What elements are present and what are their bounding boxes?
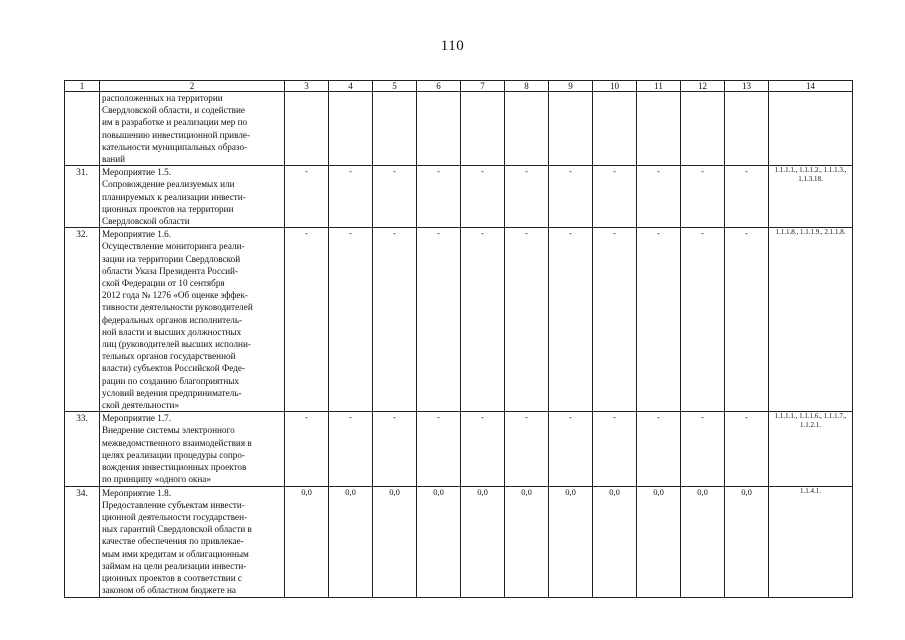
column-header: 6 [417, 81, 461, 92]
funding-value-cell [461, 92, 505, 166]
description-line: Осуществление мониторинга реали- [102, 241, 245, 252]
description-line: ной власти и высших должностных [102, 326, 242, 337]
table-row [65, 92, 853, 166]
description-line: ваний [102, 154, 126, 165]
table-row [65, 166, 853, 228]
row-number-cell: 32. [65, 228, 100, 412]
funding-value-cell: 0,0 [681, 486, 725, 597]
funding-value-cell: - [417, 412, 461, 486]
description-line: лиц (руководителей высших исполни- [102, 339, 251, 350]
description-line: ционных проектов в соответствии с [102, 572, 243, 583]
funding-value-cell: - [329, 412, 373, 486]
activity-description-cell [100, 166, 285, 228]
funding-value-cell: 0,0 [373, 486, 417, 597]
funding-value-cell: - [461, 166, 505, 228]
funding-value-cell: - [549, 228, 593, 412]
funding-value-cell [373, 92, 417, 166]
funding-value-cell: - [681, 228, 725, 412]
funding-value-cell: - [637, 228, 681, 412]
description-line: законом об областном бюджете на [102, 585, 236, 596]
description-line: ской Федерации от 10 сентября [102, 278, 225, 289]
column-header: 5 [373, 81, 417, 92]
funding-value-cell: - [373, 412, 417, 486]
target-indicator-ref-cell: 1.1.1.1., 1.1.1.6., 1.1.1.7., 1.1.2.1. [769, 412, 853, 486]
description-line: Мероприятие 1.6. [102, 229, 172, 240]
funding-value-cell [329, 92, 373, 166]
column-header: 11 [637, 81, 681, 92]
funding-value-cell: 0,0 [725, 486, 769, 597]
description-line: ционных проектов на территории [102, 203, 234, 214]
description-line: мым ими кредитам и облигационным [102, 548, 249, 559]
funding-value-cell [549, 92, 593, 166]
table-row [65, 486, 853, 597]
funding-value-cell [505, 92, 549, 166]
description-line: целях реализации процедуры сопро- [102, 449, 246, 460]
funding-value-cell: 0,0 [593, 486, 637, 597]
description-line: тельных органов государственной [102, 351, 236, 362]
description-line: федеральных органов исполнитель- [102, 314, 243, 325]
funding-value-cell: - [285, 412, 329, 486]
description-line: Внедрение системы электронного [102, 425, 235, 436]
funding-value-cell: 0,0 [285, 486, 329, 597]
target-indicator-ref-cell: 1.1.1.8., 1.1.1.9., 2.1.1.8. [769, 228, 853, 412]
target-indicator-ref-cell: 1.1.4.1. [769, 486, 853, 597]
description-line: 2012 года № 1276 «Об оценке эффек- [102, 290, 248, 301]
description-line: качестве обеспечения по привлекае- [102, 536, 244, 547]
column-header: 9 [549, 81, 593, 92]
column-header: 13 [725, 81, 769, 92]
column-header: 14 [769, 81, 853, 92]
funding-value-cell: - [329, 166, 373, 228]
table-row [65, 412, 853, 486]
activity-description-cell [100, 228, 285, 412]
description-line: Сопровождение реализуемых или [102, 179, 235, 190]
funding-value-cell: - [417, 166, 461, 228]
funding-value-cell: - [725, 412, 769, 486]
funding-value-cell: - [725, 166, 769, 228]
funding-value-cell: 0,0 [329, 486, 373, 597]
row-number-cell [65, 92, 100, 166]
description-line: Свердловской области [102, 216, 190, 227]
column-number-header-row [65, 81, 853, 92]
description-line: Мероприятие 1.5. [102, 167, 172, 178]
funding-value-cell: - [593, 228, 637, 412]
funding-value-cell: 0,0 [637, 486, 681, 597]
activity-description-cell [100, 412, 285, 486]
funding-value-cell: - [461, 228, 505, 412]
column-header: 8 [505, 81, 549, 92]
funding-value-cell: 0,0 [417, 486, 461, 597]
funding-value-cell: - [681, 412, 725, 486]
description-line: области Указа Президента Россий- [102, 265, 238, 276]
description-line: ных гарантий Свердловской области в [102, 524, 252, 535]
description-line: Мероприятие 1.7. [102, 413, 172, 424]
column-header: 2 [100, 81, 285, 92]
column-header: 10 [593, 81, 637, 92]
description-line: им в разработке и реализации мер по [102, 117, 248, 128]
page-number: 110 [440, 38, 465, 54]
description-line: Предоставление субъектам инвести- [102, 499, 245, 510]
column-header: 3 [285, 81, 329, 92]
column-header: 7 [461, 81, 505, 92]
description-line: планируемых к реализации инвести- [102, 191, 246, 202]
funding-value-cell: - [549, 412, 593, 486]
funding-value-cell: - [593, 166, 637, 228]
row-number-cell: 31. [65, 166, 100, 228]
description-line: ской деятельности» [102, 400, 180, 411]
program-activities-table [64, 80, 853, 598]
description-line: Свердловской области, и содействие [102, 105, 246, 116]
funding-value-cell: - [373, 166, 417, 228]
column-header: 12 [681, 81, 725, 92]
description-line: тивности деятельности руководителей [102, 302, 253, 313]
description-line: займам на цели реализации инвести- [102, 560, 247, 571]
description-line: по принципу «одного окна» [102, 474, 211, 485]
description-line: межведомственного взаимодействия в [102, 437, 252, 448]
funding-value-cell: - [549, 166, 593, 228]
funding-value-cell: - [681, 166, 725, 228]
activity-description-cell [100, 92, 285, 166]
funding-value-cell: 0,0 [505, 486, 549, 597]
table-row [65, 228, 853, 412]
activity-description-cell [100, 486, 285, 597]
funding-value-cell: - [505, 166, 549, 228]
funding-value-cell: - [505, 412, 549, 486]
description-line: кательности муниципальных образо- [102, 141, 248, 152]
funding-value-cell: - [285, 228, 329, 412]
row-number-cell: 33. [65, 412, 100, 486]
funding-value-cell: - [505, 228, 549, 412]
description-line: условий ведения предприниматель- [102, 387, 242, 398]
funding-value-cell [285, 92, 329, 166]
description-line: повышению инвестиционной привле- [102, 129, 251, 140]
funding-value-cell: - [285, 166, 329, 228]
funding-value-cell: - [637, 166, 681, 228]
description-line: Мероприятие 1.8. [102, 487, 172, 498]
column-header: 4 [329, 81, 373, 92]
target-indicator-ref-cell: 1.1.1.1., 1.1.1.2., 1.1.1.3., 1.1.3.18. [769, 166, 853, 228]
funding-value-cell: - [637, 412, 681, 486]
table-body [65, 81, 853, 598]
funding-value-cell [593, 92, 637, 166]
funding-value-cell [417, 92, 461, 166]
funding-value-cell: - [417, 228, 461, 412]
description-line: ционной деятельности государствен- [102, 511, 248, 522]
funding-value-cell: 0,0 [461, 486, 505, 597]
funding-value-cell: - [461, 412, 505, 486]
funding-value-cell [725, 92, 769, 166]
description-line: вождения инвестиционных проектов [102, 462, 247, 473]
column-header: 1 [65, 81, 100, 92]
target-indicator-ref-cell [769, 92, 853, 166]
funding-value-cell: - [725, 228, 769, 412]
description-line: рации по созданию благоприятных [102, 375, 239, 386]
description-line: расположенных на территории [102, 93, 223, 103]
description-line: зации на территории Свердловской [102, 253, 241, 264]
funding-value-cell: 0,0 [549, 486, 593, 597]
row-number-cell: 34. [65, 486, 100, 597]
funding-value-cell: - [593, 412, 637, 486]
funding-value-cell: - [329, 228, 373, 412]
funding-value-cell [637, 92, 681, 166]
description-line: власти) субъектов Российской Феде- [102, 363, 246, 374]
funding-value-cell [681, 92, 725, 166]
funding-value-cell: - [373, 228, 417, 412]
